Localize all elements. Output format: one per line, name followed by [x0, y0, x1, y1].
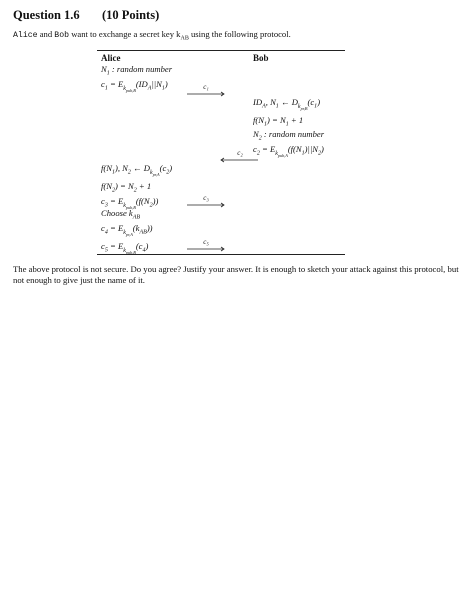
alice-step-2-line-2: $f(N_2) = N_2 + 1$ [101, 180, 152, 194]
question-points: (10 Points) [101, 8, 160, 22]
intro-sub: AB [180, 35, 189, 42]
intro-rest: want to exchange a secret key k [69, 29, 181, 39]
alice-step-3-line-2: $c_4 = E_{k_{pr,A}}(k_{AB})$) [101, 223, 153, 238]
arrow-label-c5: c₅ [203, 238, 209, 246]
top-rule [97, 50, 345, 51]
arrow-right-c3 [186, 202, 226, 208]
alice-step-3-line-1: Choose $k_{AB}$ [101, 208, 141, 221]
alice-name: Alice [13, 31, 38, 40]
question-heading [13, 8, 159, 23]
bob-step-1-line-2: $f(N_1) = N_1 + 1$ [253, 114, 304, 128]
arrow-label-c1: c₁ [203, 83, 209, 91]
alice-step-1-line-1: $N_1$ : random number [101, 64, 173, 77]
question-number: Question 1.6 [13, 8, 80, 22]
bottom-rule [97, 254, 345, 255]
arrow-left-c2 [220, 157, 260, 163]
alice-step-1-line-2: $c_1 = E_{k_{pub,B}}(ID_A||N_1)$ [101, 79, 168, 94]
bob-step-1 [253, 97, 320, 130]
arrow-right-c5 [186, 246, 226, 252]
bob-name: Bob [54, 31, 70, 40]
alice-step-2-line-1: $f(N_1)$, $N_2$ ← $D_{k_{pr,A}}(c_2)$ [101, 163, 173, 177]
bob-step-2 [253, 129, 324, 162]
bob-step-2-line-1: $N_2$ : random number [253, 129, 325, 142]
alice-step-2-line-3: $c_3 = E_{k_{pub,B}}(f(N_2))$ [101, 195, 159, 210]
intro-line [13, 29, 291, 42]
alice-step-3 [101, 208, 153, 258]
alice-step-3-line-3: $c_5 = E_{k_{pub,B}}(c_4)$ [101, 240, 149, 255]
bob-header: Bob [253, 53, 269, 63]
alice-step-2 [101, 163, 172, 213]
question-text: The above protocol is not secure. Do you agree? Justify your answer. It is enough to sketch your attack against this protocol, but not enough to give just the name of it. [13, 264, 459, 286]
intro-and: and [37, 29, 55, 39]
bob-step-1-line-1: $ID_A$, $N_1$ ← $D_{k_{pr,B}}(c_1)$ [253, 97, 321, 111]
arrow-label-c2: c₂ [237, 149, 243, 157]
alice-header: Alice [101, 53, 121, 63]
arrow-label-c3: c₃ [203, 194, 209, 202]
intro-tail: using the following protocol. [188, 29, 291, 39]
alice-step-1 [101, 64, 172, 97]
bob-step-2-line-2: $c_2 = E_{k_{pub,A}}(f(N_1)||N_2)$ [253, 144, 324, 159]
arrow-right-c1 [186, 91, 226, 97]
